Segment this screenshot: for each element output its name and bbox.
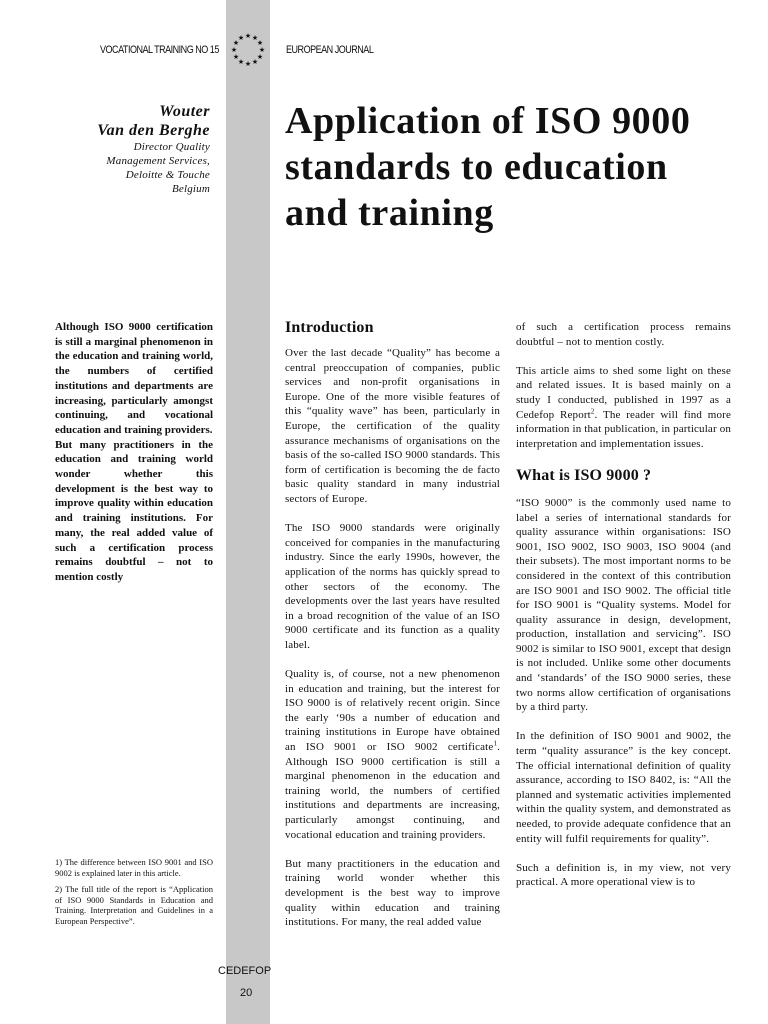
author-block	[97, 102, 210, 196]
what-is-iso-heading: What is ISO 9000 ?	[516, 466, 652, 484]
title-line-3: and training	[285, 192, 494, 234]
abstract	[55, 320, 213, 585]
footnote-2: 2) The full title of the report is “Application of ISO 9000 Standards in Education and Training. Interpretation and Guidelines in a European Perspective”.	[55, 884, 213, 926]
col2-paragraph-2-text-b: . The reader will find more information in that publication, in particular on interpretation and implementation issues.	[516, 408, 731, 450]
title-line-1: Application of ISO 9000	[285, 100, 691, 142]
title-line-2: standards to education	[285, 146, 668, 188]
abstract-paragraph-1: Although ISO 9000 certification is still a marginal phenomenon in the education and training world, the numbers of certified institutions and departments are increasing, particularly amongst continuing, and vocational education and training providers.	[55, 321, 213, 436]
author-first-name: Wouter	[159, 103, 210, 120]
svg-text:★: ★	[244, 60, 252, 68]
svg-text:★: ★	[244, 32, 252, 40]
footnote-1: 1) The difference between ISO 9001 and ISO 9002 is explained later in this article.	[55, 857, 213, 878]
intro-paragraph-3-text-b: . Although ISO 9000 certification is still a marginal phenomenon in the education and training world, the numbers of certified institutions and departments are increasing, particularly amongst continuing, and vocational education and training providers.	[285, 741, 500, 841]
author-affiliation-1: Director Quality	[133, 141, 210, 153]
col2-paragraph-1: of such a certification process remains doubtful – not to mention costly.	[516, 321, 731, 348]
what-paragraph-1: “ISO 9000” is the commonly used name to label a series of international standards for quality assurance within organisations: ISO 9001, ISO 9002, ISO 9003, ISO 9004 (and their subsets). The most important norms to be considered in the context of this contribution are ISO 9001 and ISO 9002. The official title for ISO 9001 is “Quality systems. Model for quality assurance in design, development, production, installation and servicing”. ISO 9002 is similar to ISO 9001, except that design is not included. Unlike some other documents and ‘standards’ of the ISO 9000 series, these two norms allow certification of organisations by a third party.	[516, 496, 731, 714]
footnotes	[55, 857, 213, 933]
margin-band	[226, 0, 270, 1024]
author-affiliation-4: Belgium	[171, 183, 210, 195]
author-last-name: Van den Berghe	[97, 122, 210, 139]
footnote-ref-1: 1	[493, 739, 498, 748]
svg-text:★: ★	[237, 58, 245, 66]
publisher-label: CEDEFOP	[218, 965, 272, 977]
svg-text:★: ★	[258, 46, 266, 54]
svg-text:★: ★	[237, 34, 245, 42]
svg-text:★: ★	[256, 39, 264, 47]
what-paragraph-3: Such a definition is, in my view, not very practical. A more operational view is to	[516, 861, 731, 889]
footnote-ref-2: 2	[590, 406, 595, 415]
page-number: 20	[240, 987, 253, 999]
introduction-heading: Introduction	[285, 319, 374, 336]
svg-text:★: ★	[232, 39, 240, 47]
intro-paragraph-1: Over the last decade “Quality” has become a central preoccupation of companies, public services and non-profit organisations in Europe. One of the more visible features of this “quality wave” has been, particularly in Europe, the certification of the quality assurance mechanisms of organisations on the basis of the so-called ISO 9000 standards. This form of certification is becoming the de facto basic quality standard in many industrial sectors of Europe.	[285, 347, 500, 505]
author-affiliation-3: Deloitte & Touche	[125, 169, 210, 181]
intro-paragraph-2: The ISO 9000 standards were originally conceived for companies in the manufacturing industry. Since the early 1990s, however, the application of the norms has quickly spread to other sectors of the economy. The developments over the last years have resulted in a broad recognition of the value of an ISO 9000 certificate and its function as a quality label.	[285, 522, 500, 651]
article-title	[285, 98, 755, 236]
svg-text:★: ★	[251, 34, 259, 42]
running-header-right: EUROPEAN JOURNAL	[286, 44, 374, 56]
svg-text:★: ★	[256, 53, 264, 61]
svg-text:★: ★	[251, 58, 259, 66]
intro-paragraph-4: But many practitioners in the education and training world wonder whether this development is the best way to improve quality within education and training institutions. For many, the real added value	[285, 857, 500, 929]
svg-text:★: ★	[230, 46, 238, 54]
running-header-left: VOCATIONAL TRAINING NO 15	[100, 44, 219, 56]
col2-paragraph-2-text-a: This article aims to shed some light on these and related issues. It is based mainly on a study I conducted, published in 1997 as a Cedefop Report	[516, 364, 731, 421]
intro-paragraph-3	[285, 667, 500, 842]
svg-text:★: ★	[232, 53, 240, 61]
body-column-2	[516, 320, 731, 905]
abstract-paragraph-2: But many practitioners in the education and training world wonder whether this development is the best way to improve quality within education and training institutions. For many, the real added value of such a certification process remains doubtful – not to mention costly	[55, 438, 213, 583]
intro-paragraph-3-text-a: Quality is, of course, not a new phenomenon in education and training, but the interest for ISO 9000 is of relatively recent origin. Since the early ‘90s a number of education and training institutions in Europe have obtained an ISO 9001 or ISO 9002 certificate	[285, 668, 500, 754]
eu-stars-icon	[226, 26, 270, 74]
author-affiliation-2: Management Services,	[106, 155, 210, 167]
what-paragraph-2: In the definition of ISO 9001 and 9002, the term “quality assurance” is the key concept. The official international definition of quality assurance, according to ISO 8402, is: “All the planned and systematic activities implemented within the quality system, and demonstrated as needed, to provide adequate confidence that an entity will fulfil requirements for quality”.	[516, 730, 731, 845]
body-column-1	[285, 318, 500, 944]
col2-paragraph-2	[516, 364, 731, 452]
